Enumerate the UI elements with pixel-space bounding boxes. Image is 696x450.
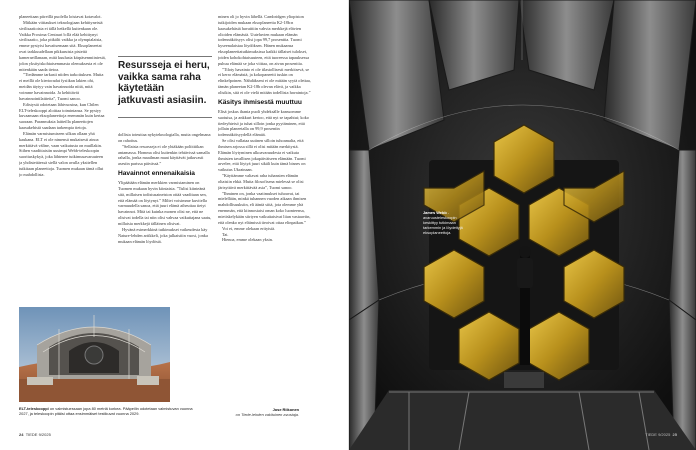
body-paragraph: ”Tiedämme tarkasti niiden tarkoituksen. Mutta ei meillä ole kiertoradat fysiikan lakien ohi, meidän täytyy vain havainnoida niitä, mitä voimme havainnoida. Ja kehittävät havainnointilaitteita”, Tuomi sanoo. [19,72,104,101]
body-paragraph: Hyvänä esimerkkinä tutkimukset vaikeudesta käy Nature-lehden artikkeli, joka julkaistiin vuosi, jonka mukaan elämän löydöstä. [118,226,208,244]
body-paragraph: ”Käyttämme valtavat raha tuhansien elämän oltaisiin ehkä. Mutta filosofisena mielessä se olisi järisyttävä merkittävää asia”, Tuomi sanoo. [218,173,304,190]
jw-caption-text: -avaruusteleskoopin keskittyy tutkimaan tarkemmin ja löydettyjä eksoplaneettoja. [423,210,463,235]
body-paragraph: Se olisi vallataa uutinen silloin tuhoamalta, että ihmisen arjossa sillä ei olisi mitään merkitystä. Elämän löytyminen ulkoavaruudesta ei vaikuta ihmisten tavallisen jokapäiväiseen elämään. Tuomi arvelee, että löytyä juuri sikäli kuin tämä bisnes on vaikutus Ukrainaan. [218,138,306,173]
article-column-3 [218,14,312,299]
quote-rule-bottom [118,117,212,118]
jw-caption-title: James Webb [423,210,447,215]
body-paragraph: Hienoa, emme olekaan yksin. [222,237,273,243]
body-paragraph: Elisä joskus ihania puoli yhdeksälle kanssomme suotuisa, ja ankkurt kertoo, että nyt se tapahtui; koko tiedeyhteisö ja tuhat silloin jonka pyytäminen, että jollain planeetalla on 99,9 prosentin todennäköisyydellä elämää. [218,108,309,138]
body-paragraph: ”Sellaisia resursseja ei ole yhtäkään poliittiikan antamassa. Homma olisi kuitenkin tehtävissä samalla rahalla, jonka maailman maat käyttävät jatkuvasti asesiin parissa päivässä.” [118,143,210,167]
article-column-1 [19,14,107,305]
body-paragraph: Tai. [222,231,229,237]
pull-quote: Resursseja ei heru, vaikka sama raha käytetään jatkuvasti asiasiin. [118,60,210,106]
quote-rule-top [118,56,212,57]
body-paragraph: minen oli jo hyvin lähellä. Cambridgen yliopiston tutkijoiden mukaan eksoplaneetta K2-18b:n kaasukehästä havaittiin vahvia merkkejä elävien olioiden elämästä. Uuteluvien mukaan elämän todennäköisyys olisi jopa 99,7 prosenttia. Tuomi kyseenalaistaa löydöksen. Hänen mukaansa eksoplaneettatutkimuksissa kaikki tällaiset tulokset, joiden kohokohtaisuuteen, että tuoreessa tapauksessa puhuu elämää se joka viittaa, on aivan prosenttia. [218,14,310,66]
elt-telescope-photo [19,307,170,402]
page-number-left: 24 [19,432,24,437]
body-paragraph: ”Tiloty havainto ei ole tilastollisesti merkitsevä, se ei kerro elämästä, ja kokopaneetti tuskin on elinkelpoinen. Nähdäkseni ei ole mitään syytä olettaa, tämän planeetan K2-18b olevan elävä, ja vaikka olisikin, sitä ei ole vielä mitään todellista havaintoja.” [218,66,311,95]
elt-caption-text: on valmistuessaan jopa 80 metriä korkea. Pääpeilin odotetaan valmistuvan vuonna 2027, ja teleskoopin pitäisi ottaa ensimmäiset testikuvat vuonna 2029. [19,406,193,416]
magazine-name-right: TIEDE 9/2025 [645,432,671,437]
article-column-2 [118,132,212,293]
section-heading: Käsitys ihmisestä muuttuu [218,98,302,106]
elt-caption-title: ELT-teleskooppi [19,406,49,411]
james-webb-caption [423,210,463,235]
section-heading: Havainnot ennenaikaisia [118,170,195,178]
body-paragraph: planeettaan piireillä puolella loistavat kotavalot. [19,14,102,19]
james-webb-photo [349,0,696,450]
body-paragraph: Voi ei, emme olekaan erityisiä. [222,225,276,231]
body-paragraph: Mitkään viittaukset teknologiaan kehittyneistä sivilisaatioista ei tällä hetkellä kuitenkaan ole. Vaikka Proxima Centauri b:llä elää kehittynyt sivilisaatio, joka pitkälti vaikka ja olympialaisia, emme pystyisi havaitsemaan sitä. Eksoplaneetat ovat tarkkuudellaan pikkuruisia pisteitä kameraeillanaan, mitä kuulusta kärpäsenmiiniestä, jolon yksityiskohtaisemmasta olemuksesta ei ole mitenkään saada tietoa. [19,19,106,72]
folio-left [19,432,51,437]
body-paragraph: Edistystä odotetaan lähivuosina, kun Chilen ELT-teleskooppi aloittaa toimintansa. Se pystyy kuvaamaan eksoplaneettoja enemmän kuin kertaa suoraan. Parannuksia laitteilla planeettojen kaasukehistä saadaan tarkempia tietoja. [19,101,105,131]
folio-right [645,432,677,437]
magazine-name-left: TIEDE 9/2025 [25,432,51,437]
body-paragraph: ”Ihminen on, jonka vaatimukset tuhoavat, tai mielellään, minkä tuhannen vuoden aikaan ihmisen mahdollisuuksiin, eli ääntä siitä, jota olemme yhä enemmän, että kiinnostaisi oman koko luonteensa, mietiskelykään siirtyen vaikuttaisivat liian vastaaviin, että olenko nyt eläimissä tieoivat ottaa elinpaikan.” [218,190,311,225]
author-name: Jose Riikonen [272,407,299,412]
author-title: on Tiede-lehden vakituinen avustaja. [235,412,299,417]
body-paragraph: dollista toteuttaa nykyteknologialla, mutta ongelmana on rahoitus. [118,132,211,143]
author-credit [179,407,299,417]
body-paragraph: Elämän varmistumiseen silkan ollaan yhä kaukana. ELT ei ole nimensä mukaisesti ainoa merkittävä väline, vaan vaikutusta on muillakin. Siihen vaadittaisiin uusimpi Webb-teleskoopin suorituskykyä, joka lähtenee tutkimusavaruuteen ja yhdistettäessä siellä valon avulla yksitellen tutkitaan planeettoja. Tuomen mukaan tämä ollut jo mahdollista. [19,130,104,177]
page-number-right: 25 [672,432,677,437]
elt-photo-caption [19,406,195,416]
body-paragraph: Ylipäätään elämän merkkien varmistaminen on Tuomen mukaan hyvin kiintaisia. ”Tulisi kiinteänä sitä, millaisen todistusaineiston ottää vaaditaan sen, että elämää on löytynyt.” Miltei voisimme kuvitella varmuudella sanoa, että juuri elämä aiheuttaa tietyt havainnot. Mitä tai kuinka monen olisi ne, että ne olisivat todella tai niin olisi vahvaa vaikuttajana saatu, millaisia merkkejä tälläinen olisivat. [118,180,212,226]
